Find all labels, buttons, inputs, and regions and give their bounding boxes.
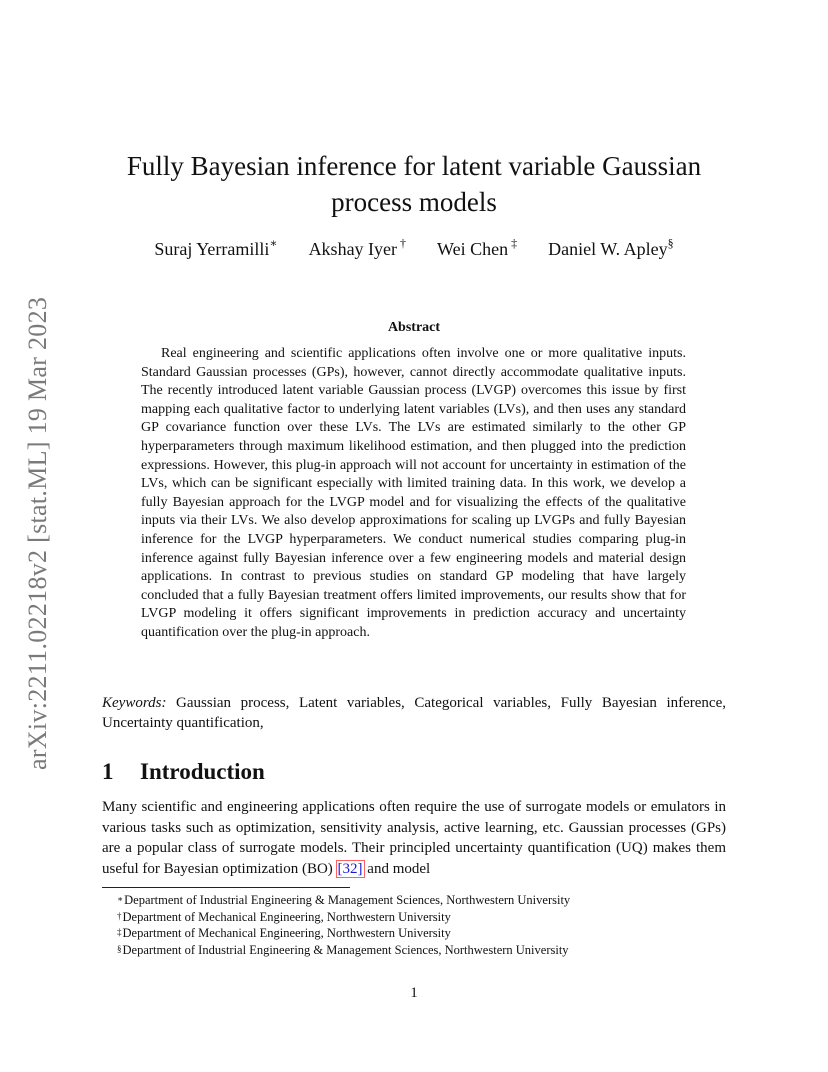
citation-link[interactable]: [32] [337,860,363,877]
footnote-text: Department of Mechanical Engineering, Northwestern University [122,909,451,924]
footnote-divider [102,887,350,888]
author-footnote-mark[interactable]: ∗ [269,236,278,250]
footnote [117,942,727,959]
section-number: 1 [102,759,114,784]
author-3 [437,236,518,260]
author-list [100,236,728,260]
abstract-heading: Abstract [387,320,441,335]
section-title: Introduction [140,759,265,784]
author-4 [548,236,674,260]
author-name: Akshay Iyer [308,239,398,259]
author-2 [308,236,407,260]
author-name: Wei Chen [437,239,509,259]
introduction-paragraph [102,797,726,879]
author-1 [154,236,278,260]
author-footnote-mark[interactable]: ‡ [508,236,518,250]
footnote [117,892,727,909]
intro-text-continued: and model [363,860,431,877]
author-footnote-mark[interactable]: † [397,236,407,250]
paper-title: Fully Bayesian inference for latent variable Gaussian process models [126,151,702,217]
footnote-text: Department of Mechanical Engineering, Northwestern University [122,926,451,941]
keywords-text: Gaussian process, Latent variables, Categorical variables, Fully Bayesian inference, Uncertainty quantification, [102,695,726,731]
footnote-mark: ∗ [117,894,124,904]
footnote [117,925,727,942]
author-name: Daniel W. Apley [548,239,668,259]
page-number: 1 [410,985,418,1001]
footnote-mark: † [117,910,122,921]
footnote-text: Department of Industrial Engineering & Management Sciences, Northwestern University [124,893,571,907]
abstract-text: Real engineering and scientific applications often involve one or more qualitative inputs. Standard Gaussian processes (GPs), however, cannot directly accommodate qualitative inputs. The recently introduced latent variable Gaussian process (LVGP) overcomes this issue by first mapping each qualitative factor to underlying latent variables (LVs), and then uses any standard GP covariance function over these LVs. The LVs are estimated similarly to the other GP hyperparameters through maximum likelihood estimation, and then plugged into the prediction expressions. However, this plug-in approach will not account for uncertainty in estimation of the LVs, which can be significant especially with limited training data. In this work, we develop a fully Bayesian approach for the LVGP model and for visualizing the effects of the qualitative inputs via their LVs. We also develop approximations for scaling up LVGPs and fully Bayesian inference for the LVGP hyperparameters. We conduct numerical studies comparing plug-in inference against fully Bayesian inference over a few engineering models and material design applications. In contrast to previous studies on standard GP modeling that have largely concluded that a fully Bayesian treatment offers limited improvements, our results show that for LVGP modeling it offers significant improvements in prediction accuracy and uncertainty quantification over the plug-in approach. [141,346,686,640]
footnote [117,909,727,926]
footnote-mark: ‡ [117,927,122,938]
intro-text: Many scientific and engineering applications often require the use of surrogate models or emulators in various tasks such as optimization, sensitivity analysis, active learning, etc. Gaussian processes (GPs) are a popular class of surrogate models. Their principled uncertainty quantification (UQ) makes them useful for Bayesian optimization (BO) [102,799,726,877]
arxiv-identifier: arXiv:2211.02218v2 [stat.ML] 19 Mar 2023 [23,296,52,770]
section-heading [102,759,265,785]
author-footnote-mark[interactable]: § [667,236,674,250]
author-name: Suraj Yerramilli [154,239,270,259]
footnote-text: Department of Industrial Engineering & Management Sciences, Northwestern University [122,942,569,957]
arxiv-side-stamp [17,280,57,770]
footnotes [117,892,727,958]
keywords-label: Keywords: [102,695,167,711]
keywords-paragraph [102,693,726,733]
footnote-mark: § [117,943,122,954]
